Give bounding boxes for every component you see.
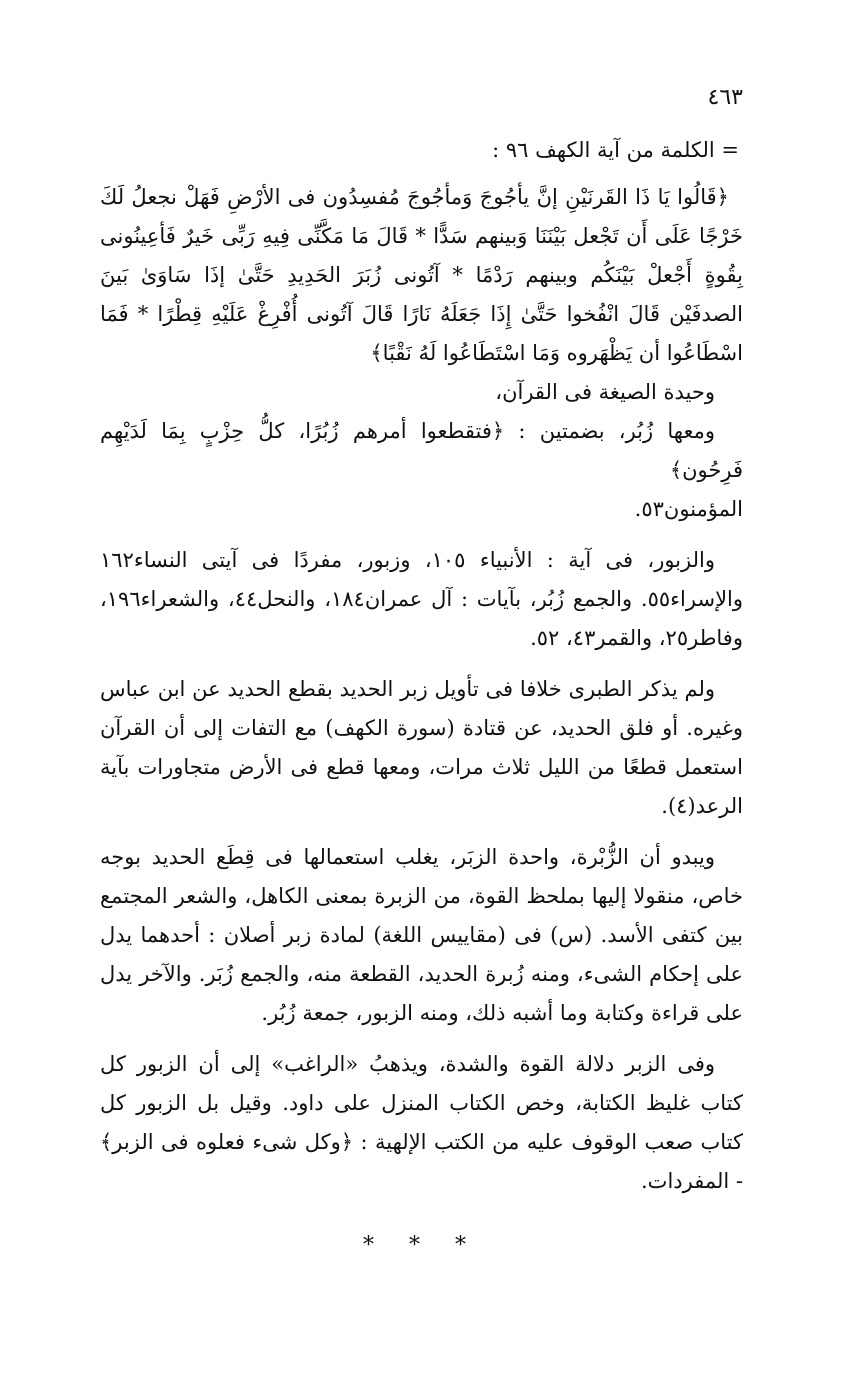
paragraph-zabur-verses: والزبور، فى آية : الأنبياء ١٠٥، وزبور، مفردًا فى آيتى النساء١٦٢ والإسراء٥٥. والجمع زُبُر، بآيات : آل عمران١٨٤، والنحل٤٤، والشعراء١٩٦، وفاطر٢٥، والقمر٤٣، ٥٢.: [100, 548, 744, 650]
paragraph-raghib: وفى الزبر دلالة القوة والشدة، ويذهبُ «الراغب» إلى أن الزبور كل كتاب غليظ الكتابة، وخص الكتاب المنزل على داود. وقيل بل الزبور كل كتاب صعب الوقوف عليه من الكتب الإلهية : ﴿وكل شىء فعلوه فى الزبر﴾ - المفردات.: [100, 1052, 743, 1193]
surah-reference: المؤمنون٥٣.: [634, 497, 743, 521]
zubur-damma-note: ومعها زُبُر، بضمتين : ﴿فتقطعوا أمرهم زُبُرًا، كلُّ حِزْبٍ بِمَا لَدَيْهِم فَرِحُون﴾: [100, 419, 743, 482]
quran-verse-kahf: ﴿قَالُوا يَا ذَا القَرنَيْنِ إنَّ يأجُوجَ وَمأجُوجَ مُفسِدُون فى الأرْضِ فَهَلْ نجعلُ لَكَ خَرْجًا عَلَى أَن تَجْعل بَيْنَنَا وَبينهم سَدًّا * قَالَ مَا مَكَّنِّى فِيهِ رَبِّى خَيرٌ فَأعِينُونى بِقُوةٍ أَجْعلْ بَيْنَكُم وبينهم رَدْمًا * آتُونى زُبَرَ الحَدِيدِ حَتَّىٰ إذَا سَاوَىٰ بَينَ الصدفَيْن قَالَ انْفُخوا حَتَّىٰ إِذَا جَعَلَهُ نَارًا قَالَ آتُونى أُفْرِغْ عَلَيْهِ قِطْرًا * فَمَا اسْطَاعُوا أن يَظْهَروه وَمَا اسْتَطَاعُوا لَهُ نَقْبًا﴾: [100, 185, 743, 365]
section-heading: = الكلمة من آية الكهف ٩٦ :: [492, 138, 739, 162]
section-separator: * * *: [363, 1233, 480, 1258]
uniqueness-note: وحيدة الصيغة فى القرآن،: [495, 380, 715, 404]
paragraph-zubra: ويبدو أن الزُّبْرة، واحدة الزبَر، يغلب استعمالها فى قِطَع الحديد بوجه خاص، منقولا إليها بملحظ القوة، من الزبرة بمعنى الكاهل، والشعر المجتمع بين كتفى الأسد. (س) فى (مقاييس اللغة) لمادة زبر أصلان : أحدهما يدل على إحكام الشىء، ومنه زُبرة الحديد، القطعة منه، والجمع زُبَر. والآخر يدل على قراءة وكتابة وما أشبه ذلك، ومنه الزبور، جمعة زُبُر.: [100, 845, 743, 1025]
page-number: ٤٦٣: [707, 85, 743, 110]
paragraph-tabari: ولم يذكر الطبرى خلافا فى تأويل زبر الحديد بقطع الحديد عن ابن عباس وغيره. أو فلق الحديد، عن قتادة (سورة الكهف) مع التفات إلى أن القرآن استعمل قطعًا من الليل ثلاث مرات، ومعها قطع فى الأرض متجاورات بآية الرعد(٤).: [100, 677, 743, 818]
